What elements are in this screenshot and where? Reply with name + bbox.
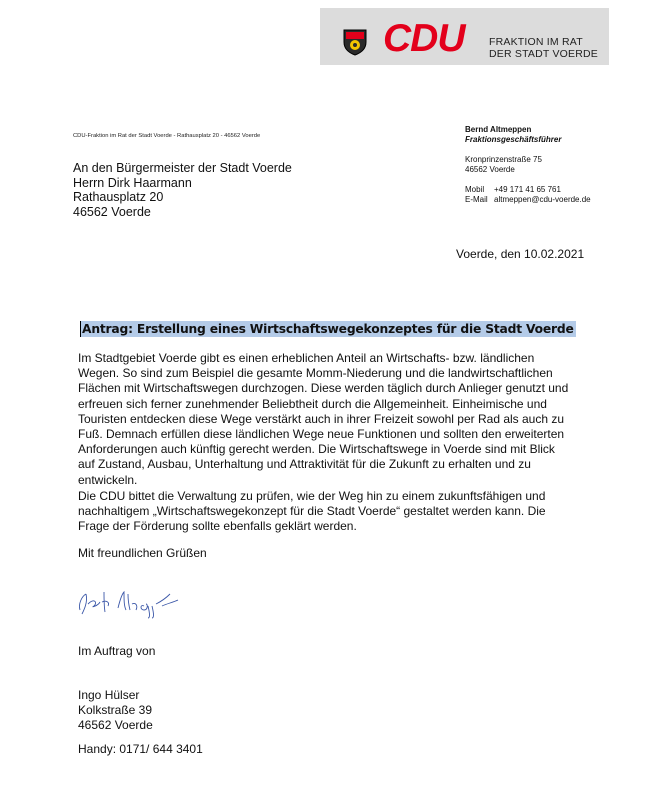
closing-greeting: Mit freundlichen Grüßen xyxy=(78,546,207,560)
recipient-line: An den Bürgermeister der Stadt Voerde xyxy=(73,161,292,175)
body-paragraph-2 xyxy=(78,489,598,535)
text-line: Frage der Förderung sollte ebenfalls geklärt werden. xyxy=(78,519,357,534)
mobile-label: Mobil xyxy=(465,185,485,194)
recipient-line: Herrn Dirk Haarmann xyxy=(73,175,192,190)
faction-title: FRAKTION IM RAT DER STADT VOERDE xyxy=(489,36,598,60)
text-line: nachhaltigem „Wirtschaftswegekonzept für die Stadt Voerde“ gestaltet werden kann. Die xyxy=(78,504,546,519)
contact-role: Fraktionsgeschäftsführer xyxy=(465,135,562,144)
cdu-logo: CDU xyxy=(383,17,465,60)
text-line: Wegen. So sind zum Beispiel die gesamte Momm-Niederung und die landwirtschaftlichen xyxy=(78,366,553,381)
recipient-address xyxy=(73,161,292,219)
voerde-crest-icon xyxy=(343,29,367,56)
author-city: 46562 Voerde xyxy=(78,718,153,733)
subject-line-selected[interactable]: Antrag: Erstellung eines Wirtschaftswegekonzeptes für die Stadt Voerde xyxy=(82,322,574,336)
contact-city: 46562 Voerde xyxy=(465,165,515,174)
contact-name: Bernd Altmeppen xyxy=(465,125,532,134)
recipient-line: 46562 Voerde xyxy=(73,204,151,219)
recipient-line: Rathausplatz 20 xyxy=(73,190,164,204)
contact-street: Kronprinzenstraße 75 xyxy=(465,155,542,164)
text-line: Anforderungen auch künftig gerecht werden. Die Wirtschaftswege in Voerde sind mit Blick xyxy=(78,442,555,457)
letter-date: Voerde, den 10.02.2021 xyxy=(456,247,585,261)
text-line: Touristen entdecken diese Wege verstärkt auch in ihrer Freizeit sowohl per Rad als auch zu xyxy=(78,411,565,426)
handwritten-signature xyxy=(74,584,186,620)
text-line: Die CDU bittet die Verwaltung zu prüfen, wie der Weg hin zu einem zukunftsfähigen und xyxy=(78,489,546,503)
text-line: Fuß. Demnach erfüllen diese ländlichen Wege neue Funktionen und sollten den erweiterten xyxy=(78,427,565,442)
text-line: auf Zustand, Ausbau, Unterhaltung und Attraktivität für die Zukunft zu erhalten und zu xyxy=(78,457,531,472)
text-line: erfreuen sich ferner zunehmender Beliebtheit durch die Allgemeinheit. Einheimische und xyxy=(78,396,547,411)
author-address xyxy=(78,688,153,734)
author-street: Kolkstraße 39 xyxy=(78,703,153,718)
email-address: altmeppen@cdu-voerde.de xyxy=(494,195,591,204)
contact-block xyxy=(465,125,591,205)
text-line: Im Stadtgebiet Voerde gibt es einen erheblichen Anteil an Wirtschafts- bzw. ländlichen xyxy=(78,351,535,365)
author-phone: Handy: 0171/ 644 3401 xyxy=(78,742,203,756)
email-label: E-Mail xyxy=(465,195,488,204)
sender-return-line: CDU-Fraktion im Rat der Stadt Voerde - Rathausplatz 20 - 46562 Voerde xyxy=(73,133,261,139)
on-behalf-of: Im Auftrag von xyxy=(78,644,156,658)
text-line: Flächen mit Wirtschaftswegen durchzogen. Diese werden täglich durch Anlieger genutzt und xyxy=(78,381,569,396)
text-line: entwickeln. xyxy=(78,472,138,487)
mobile-number: +49 171 41 65 761 xyxy=(494,185,561,194)
contact-mobile-row xyxy=(465,185,591,195)
body-paragraph-1 xyxy=(78,351,598,488)
contact-email-row xyxy=(465,195,591,205)
author-name: Ingo Hülser xyxy=(78,688,140,702)
